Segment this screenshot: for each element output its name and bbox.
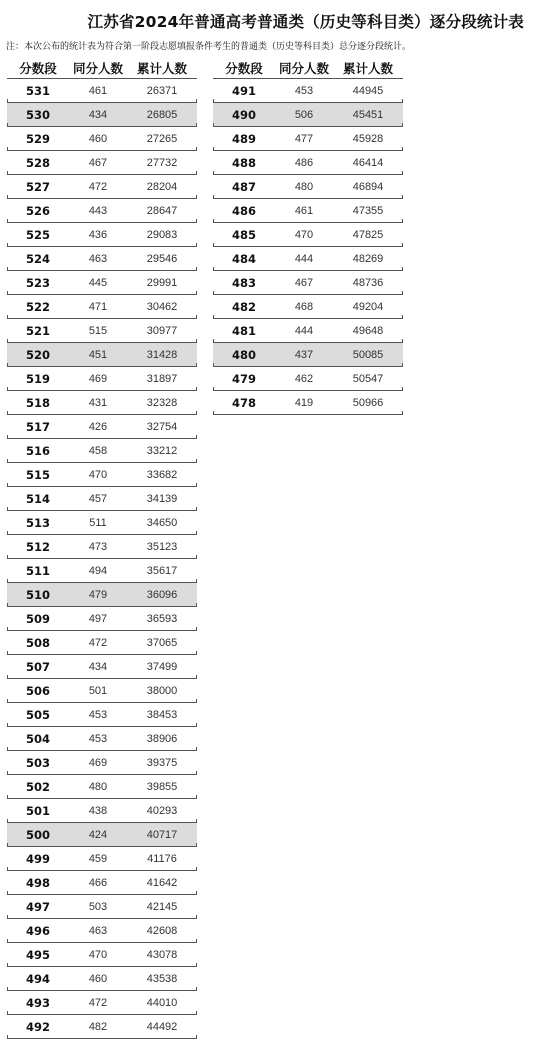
cumulative-cell: 39855 [146, 780, 178, 793]
cumulative-cell: 37065 [146, 636, 178, 649]
score-cell: 483 [231, 275, 256, 290]
table-row [7, 487, 197, 511]
score-cell: 518 [25, 395, 50, 410]
score-cell: 506 [25, 683, 50, 698]
cumulative-cell: 37499 [146, 660, 178, 673]
cumulative-cell: 42145 [146, 900, 178, 913]
cumulative-cell: 44945 [352, 84, 384, 97]
table-row [7, 439, 197, 463]
table-row [7, 823, 197, 847]
count-cell: 477 [294, 132, 314, 145]
cumulative-cell: 44492 [146, 1020, 178, 1033]
cumulative-cell: 31428 [146, 348, 178, 361]
table-row [7, 247, 197, 271]
count-cell: 482 [88, 1020, 108, 1033]
count-cell: 470 [88, 468, 108, 481]
count-cell: 461 [88, 84, 108, 97]
count-cell: 426 [88, 420, 108, 433]
score-cell: 508 [25, 635, 50, 650]
score-cell: 527 [25, 179, 50, 194]
score-cell: 499 [25, 851, 50, 866]
count-cell: 503 [88, 900, 108, 913]
cumulative-cell: 35123 [146, 540, 178, 553]
page-title: 江苏省2024年普通高考普通类（历史等科目类）逐分段统计表 [87, 13, 524, 31]
table-row [213, 367, 403, 391]
score-cell: 523 [25, 275, 50, 290]
count-cell: 486 [294, 156, 314, 169]
count-cell: 501 [88, 684, 108, 697]
table-row [7, 343, 197, 367]
score-cell: 496 [25, 923, 50, 938]
score-cell: 498 [25, 875, 50, 890]
table-row [7, 751, 197, 775]
cumulative-cell: 29083 [146, 228, 178, 241]
count-cell: 479 [88, 588, 108, 601]
table-row [7, 583, 197, 607]
cumulative-cell: 50966 [352, 396, 384, 409]
count-cell: 424 [88, 828, 108, 841]
count-cell: 460 [88, 132, 108, 145]
score-cell: 509 [25, 611, 50, 626]
score-table-left [7, 57, 197, 1039]
table-row [7, 727, 197, 751]
count-cell: 480 [88, 780, 108, 793]
count-cell: 443 [88, 204, 108, 217]
cumulative-cell: 41642 [146, 876, 178, 889]
score-cell: 494 [25, 971, 50, 986]
count-cell: 480 [294, 180, 314, 193]
count-cell: 515 [88, 324, 108, 337]
count-cell: 453 [294, 84, 314, 97]
header-count: 同分人数 [72, 60, 123, 76]
count-cell: 472 [88, 636, 108, 649]
cumulative-cell: 48269 [352, 252, 384, 265]
count-cell: 436 [88, 228, 108, 241]
score-cell: 487 [231, 179, 256, 194]
count-cell: 444 [294, 252, 314, 265]
table-row [7, 631, 197, 655]
header-cumulative: 累计人数 [342, 60, 393, 76]
count-cell: 445 [88, 276, 108, 289]
count-cell: 472 [88, 180, 108, 193]
score-cell: 512 [25, 539, 50, 554]
count-cell: 437 [294, 348, 314, 361]
table-row [7, 463, 197, 487]
header-score: 分数段 [19, 60, 57, 76]
cumulative-cell: 39375 [146, 756, 178, 769]
cumulative-cell: 43078 [146, 948, 178, 961]
score-cell: 513 [25, 515, 50, 530]
table-row [7, 967, 197, 991]
table-row [7, 391, 197, 415]
table-row [7, 223, 197, 247]
cumulative-cell: 27732 [146, 156, 178, 169]
table-row [7, 319, 197, 343]
score-cell: 491 [231, 83, 256, 98]
score-cell: 495 [25, 947, 50, 962]
table-row [7, 703, 197, 727]
cumulative-cell: 50085 [352, 348, 384, 361]
table-row [7, 199, 197, 223]
cumulative-cell: 27265 [146, 132, 178, 145]
cumulative-cell: 38000 [146, 684, 178, 697]
table-row [7, 127, 197, 151]
count-cell: 461 [294, 204, 314, 217]
score-cell: 478 [231, 395, 256, 410]
count-cell: 469 [88, 372, 108, 385]
table-row [7, 775, 197, 799]
count-cell: 434 [88, 108, 108, 121]
cumulative-cell: 31897 [146, 372, 178, 385]
table-row [213, 175, 403, 199]
count-cell: 459 [88, 852, 108, 865]
cumulative-cell: 36593 [146, 612, 178, 625]
score-cell: 504 [25, 731, 50, 746]
score-cell: 516 [25, 443, 50, 458]
table-body [213, 79, 403, 415]
table-row [213, 223, 403, 247]
score-cell: 493 [25, 995, 50, 1010]
cumulative-cell: 29546 [146, 252, 178, 265]
score-cell: 515 [25, 467, 50, 482]
score-cell: 519 [25, 371, 50, 386]
cumulative-cell: 47355 [352, 204, 384, 217]
count-cell: 469 [88, 756, 108, 769]
count-cell: 453 [88, 732, 108, 745]
table-row [7, 367, 197, 391]
cumulative-cell: 38906 [146, 732, 178, 745]
score-cell: 529 [25, 131, 50, 146]
count-cell: 451 [88, 348, 108, 361]
cumulative-cell: 44010 [146, 996, 178, 1009]
count-cell: 466 [88, 876, 108, 889]
score-cell: 497 [25, 899, 50, 914]
count-cell: 472 [88, 996, 108, 1009]
table-row [213, 151, 403, 175]
score-cell: 524 [25, 251, 50, 266]
table-row [7, 535, 197, 559]
count-cell: 468 [294, 300, 314, 313]
score-cell: 501 [25, 803, 50, 818]
table-row [7, 151, 197, 175]
table-row [213, 271, 403, 295]
cumulative-cell: 42608 [146, 924, 178, 937]
table-row [7, 871, 197, 895]
table-row [7, 679, 197, 703]
table-row [7, 1015, 197, 1039]
count-cell: 460 [88, 972, 108, 985]
score-cell: 514 [25, 491, 50, 506]
score-cell: 531 [25, 83, 50, 98]
score-cell: 484 [231, 251, 256, 266]
count-cell: 463 [88, 252, 108, 265]
score-cell: 510 [25, 587, 50, 602]
count-cell: 457 [88, 492, 108, 505]
count-cell: 462 [294, 372, 314, 385]
table-row [7, 799, 197, 823]
cumulative-cell: 33212 [146, 444, 178, 457]
cumulative-cell: 43538 [146, 972, 178, 985]
cumulative-cell: 47825 [352, 228, 384, 241]
table-row [7, 103, 197, 127]
score-cell: 479 [231, 371, 256, 386]
table-row [7, 271, 197, 295]
table-body [7, 79, 197, 1039]
cumulative-cell: 48736 [352, 276, 384, 289]
count-cell: 506 [294, 108, 314, 121]
score-cell: 482 [231, 299, 256, 314]
count-cell: 470 [88, 948, 108, 961]
cumulative-cell: 26805 [146, 108, 178, 121]
score-cell: 503 [25, 755, 50, 770]
table-row [7, 847, 197, 871]
score-cell: 489 [231, 131, 256, 146]
score-cell: 520 [25, 347, 50, 362]
table-row [213, 127, 403, 151]
header-count: 同分人数 [278, 60, 329, 76]
table-header [213, 57, 403, 79]
cumulative-cell: 36096 [146, 588, 178, 601]
cumulative-cell: 40717 [146, 828, 178, 841]
table-row [7, 511, 197, 535]
header-score: 分数段 [225, 60, 263, 76]
count-cell: 438 [88, 804, 108, 817]
score-cell: 505 [25, 707, 50, 722]
cumulative-cell: 49648 [352, 324, 384, 337]
score-cell: 526 [25, 203, 50, 218]
score-cell: 511 [25, 563, 50, 578]
table-row [213, 295, 403, 319]
cumulative-cell: 38453 [146, 708, 178, 721]
cumulative-cell: 41176 [147, 852, 177, 865]
cumulative-cell: 34139 [146, 492, 178, 505]
score-cell: 488 [231, 155, 256, 170]
cumulative-cell: 28204 [146, 180, 178, 193]
cumulative-cell: 30977 [146, 324, 178, 337]
count-cell: 444 [294, 324, 314, 337]
score-cell: 507 [25, 659, 50, 674]
count-cell: 467 [294, 276, 314, 289]
table-header [7, 57, 197, 79]
table-row [7, 79, 197, 103]
table-row [7, 175, 197, 199]
cumulative-cell: 40293 [146, 804, 178, 817]
table-note: 注：本次公布的统计表为符合第一阶段志愿填报条件考生的普通类（历史等科目类）总分逐分段统计。 [6, 42, 412, 52]
count-cell: 431 [88, 396, 108, 409]
score-cell: 528 [25, 155, 50, 170]
cumulative-cell: 28647 [146, 204, 178, 217]
table-row [213, 247, 403, 271]
count-cell: 511 [89, 516, 107, 529]
score-cell: 485 [231, 227, 256, 242]
count-cell: 458 [88, 444, 108, 457]
count-cell: 473 [88, 540, 108, 553]
cumulative-cell: 32754 [146, 420, 178, 433]
cumulative-cell: 33682 [146, 468, 178, 481]
cumulative-cell: 49204 [352, 300, 384, 313]
count-cell: 467 [88, 156, 108, 169]
score-cell: 490 [231, 107, 256, 122]
table-row [7, 559, 197, 583]
count-cell: 471 [88, 300, 108, 313]
count-cell: 434 [88, 660, 108, 673]
table-row [7, 895, 197, 919]
table-row [213, 79, 403, 103]
cumulative-cell: 50547 [352, 372, 384, 385]
table-row [7, 991, 197, 1015]
cumulative-cell: 35617 [146, 564, 178, 577]
header-cumulative: 累计人数 [136, 60, 187, 76]
cumulative-cell: 29991 [146, 276, 178, 289]
count-cell: 463 [88, 924, 108, 937]
count-cell: 494 [88, 564, 108, 577]
table-row [7, 943, 197, 967]
score-cell: 502 [25, 779, 50, 794]
score-cell: 492 [25, 1019, 50, 1034]
cumulative-cell: 45451 [352, 108, 384, 121]
table-row [213, 103, 403, 127]
table-row [7, 919, 197, 943]
cumulative-cell: 46414 [352, 156, 384, 169]
count-cell: 419 [294, 396, 314, 409]
cumulative-cell: 26371 [146, 84, 178, 97]
cumulative-cell: 32328 [146, 396, 178, 409]
table-row [213, 199, 403, 223]
score-cell: 522 [25, 299, 50, 314]
score-cell: 517 [25, 419, 50, 434]
score-cell: 500 [25, 827, 50, 842]
score-cell: 525 [25, 227, 50, 242]
table-row [7, 415, 197, 439]
table-row [213, 391, 403, 415]
score-cell: 480 [231, 347, 256, 362]
table-row [213, 343, 403, 367]
score-cell: 530 [25, 107, 50, 122]
count-cell: 453 [88, 708, 108, 721]
table-row [7, 655, 197, 679]
score-table-right [213, 57, 403, 415]
cumulative-cell: 30462 [146, 300, 178, 313]
table-row [213, 319, 403, 343]
cumulative-cell: 34650 [146, 516, 178, 529]
score-cell: 521 [25, 323, 50, 338]
cumulative-cell: 46894 [352, 180, 384, 193]
score-cell: 481 [231, 323, 256, 338]
table-row [7, 607, 197, 631]
count-cell: 497 [88, 612, 108, 625]
table-row [7, 295, 197, 319]
score-cell: 486 [231, 203, 256, 218]
cumulative-cell: 45928 [352, 132, 384, 145]
count-cell: 470 [294, 228, 314, 241]
